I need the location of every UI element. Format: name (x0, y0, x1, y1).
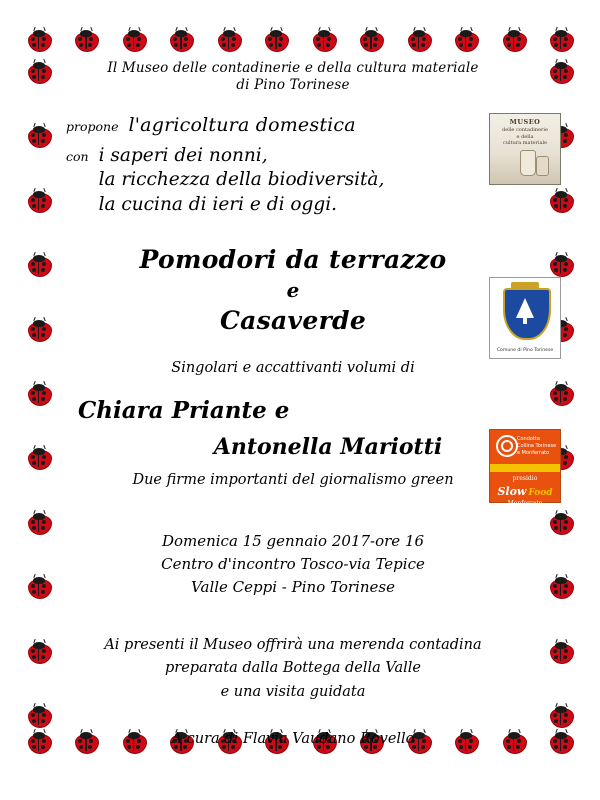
ladybug-icon (26, 448, 52, 468)
ladybug-icon (26, 255, 52, 275)
header-line-1: Il Museo delle contadinerie e della cultura materiale (107, 60, 479, 76)
ladybug-icon (501, 30, 527, 50)
book-title-1: Pomodori da terrazzo (139, 244, 447, 274)
con-line-3: la cucina di ieri e di oggi. (98, 194, 338, 216)
ladybug-icon (26, 30, 52, 50)
ladybug-icon (263, 30, 289, 50)
ladybug-icon (548, 255, 574, 275)
con-row (66, 144, 528, 218)
title-conjunction: e (286, 277, 300, 302)
ladybug-icon (548, 706, 574, 726)
con-line-2: la ricchezza della biodiversità, (98, 169, 385, 191)
offer-line-3: e una visita guidata (220, 683, 366, 700)
event-location: Valle Ceppi - Pino Torinese (191, 578, 395, 597)
ladybug-border-top (26, 30, 574, 50)
ladybug-icon (406, 30, 432, 50)
con-lines (99, 144, 385, 218)
ladybug-icon (121, 30, 147, 50)
con-label: con (66, 148, 89, 164)
books-subtitle: Singolari e accattivanti volumi di (171, 360, 415, 377)
propone-row (66, 113, 528, 137)
offer-line-1: Ai presenti il Museo offrirà una merenda contadina (104, 636, 482, 653)
ladybug-icon (26, 732, 52, 752)
ladybug-icon (548, 191, 574, 211)
propone-block (58, 113, 528, 218)
author-name-2: Antonella Mariotti (213, 434, 443, 461)
ladybug-border-left (26, 62, 52, 726)
slow-food-line1: Condotta (517, 436, 540, 442)
ladybug-icon (453, 30, 479, 50)
slow-food-line2: Collina Torinese (517, 442, 557, 449)
museo-caption-sub2: e della (516, 133, 534, 140)
museo-jar-small-icon (536, 156, 549, 176)
ladybug-icon (168, 30, 194, 50)
ladybug-icon (548, 384, 574, 404)
authors-note: Due firme importanti del giornalismo green (132, 472, 454, 489)
ladybug-icon (548, 642, 574, 662)
propone-label: propone (66, 118, 119, 134)
ladybug-icon (548, 30, 574, 50)
slow-food-presidio-word: presidio (512, 475, 538, 482)
slow-food-line3: e Monferrato (517, 449, 550, 456)
museo-caption-sub1: delle contadinerie (502, 126, 548, 133)
ladybug-icon (26, 191, 52, 211)
slow-food-slow-word: Slow (497, 484, 527, 498)
ladybug-icon (548, 513, 574, 533)
ladybug-icon (311, 30, 337, 50)
ladybug-icon (26, 642, 52, 662)
ladybug-icon (548, 732, 574, 752)
event-venue: Centro d'incontro Tosco-via Tepice (161, 555, 425, 574)
header-line-2: di Pino Torinese (236, 77, 350, 94)
offer-line-2: preparata dalla Bottega della Valle (164, 660, 422, 677)
ladybug-icon (73, 30, 99, 50)
ladybug-icon (26, 577, 52, 597)
slow-food-monferrato-word: Monferrato (507, 499, 543, 507)
ladybug-icon (216, 30, 242, 50)
ladybug-icon (26, 706, 52, 726)
ladybug-icon (26, 320, 52, 340)
ladybug-icon (26, 384, 52, 404)
propone-text: l'agricoltura domestica (128, 113, 356, 136)
poster-content (58, 60, 528, 749)
event-details (58, 530, 528, 600)
ladybug-icon (26, 513, 52, 533)
event-date-time: Domenica 15 gennaio 2017-ore 16 (161, 531, 425, 550)
slow-food-food-word: Food (528, 487, 553, 498)
ladybug-icon (548, 577, 574, 597)
author-name-1: Chiara Priante e (78, 396, 290, 424)
coat-of-arms-caption: Comune di Pino Torinese (496, 348, 554, 353)
ladybug-icon (358, 30, 384, 50)
con-line-1: i saperi dei nonni, (98, 144, 268, 166)
ladybug-icon (26, 126, 52, 146)
ladybug-icon (26, 62, 52, 82)
book-title-2: Casaverde (219, 306, 367, 336)
museo-caption-sub3: cultura materiale (502, 140, 548, 147)
ladybug-icon (548, 62, 574, 82)
offer-details (58, 634, 528, 704)
museo-caption-title: MUSEO (509, 118, 541, 126)
curator-credit: A cura di Flavia Vaudano Rovello (171, 731, 415, 748)
